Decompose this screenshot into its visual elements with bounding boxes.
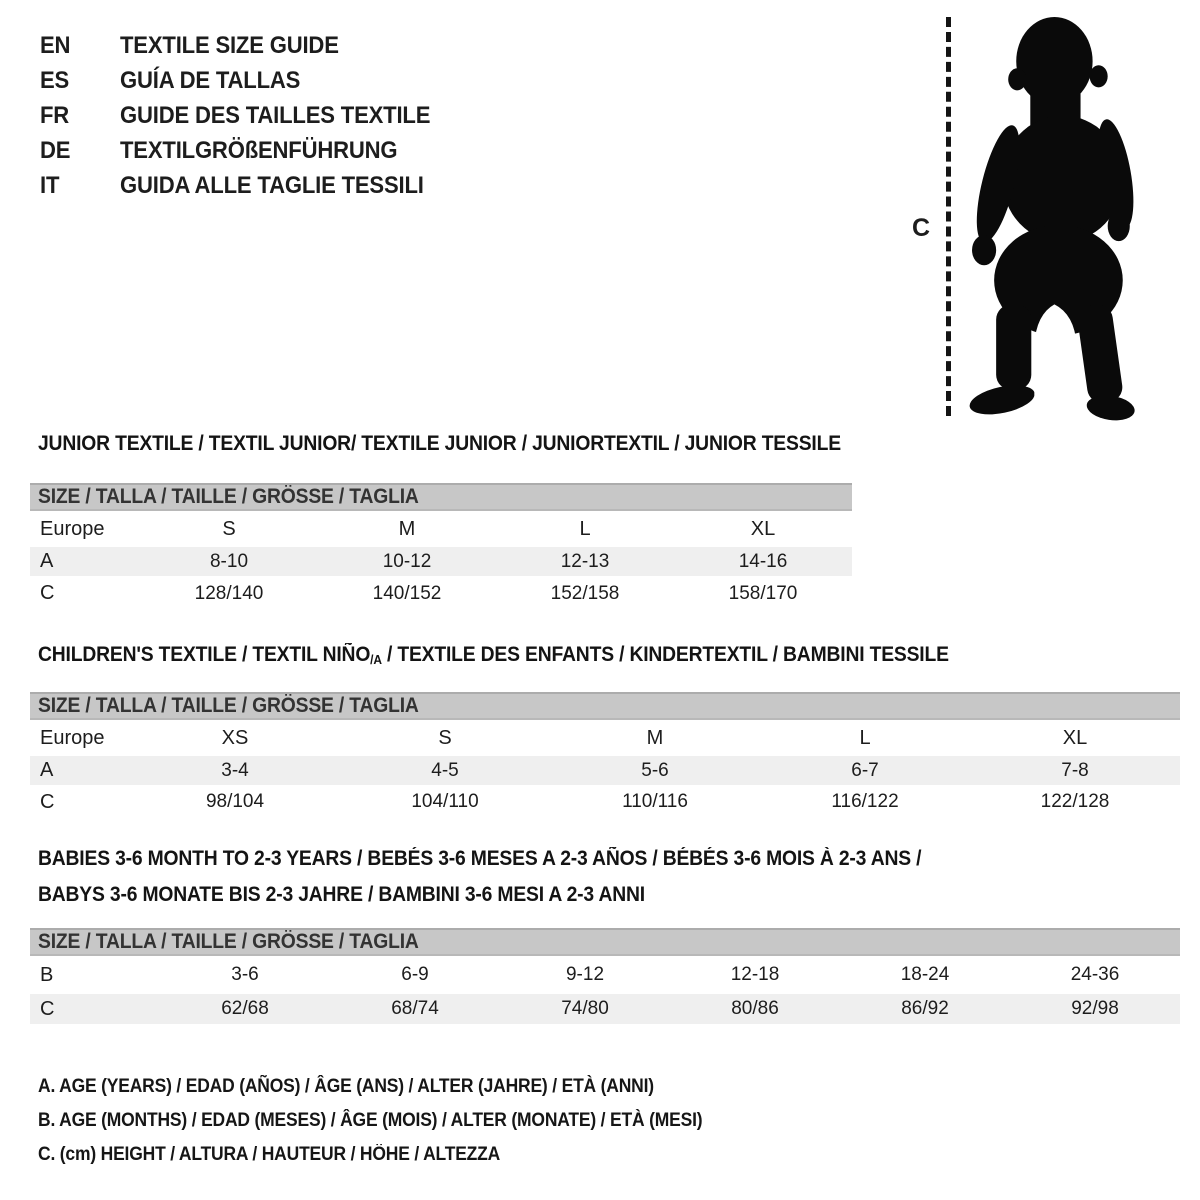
table-cell: 74/80 (561, 998, 609, 1019)
table-row-europe (30, 511, 852, 547)
table-cell: 9-12 (565, 964, 605, 985)
size-table-header-label: SIZE / TALLA / TAILLE / GRÖSSE / TAGLIA (38, 930, 419, 953)
table-cell: 24-36 (1070, 964, 1120, 985)
language-code: EN (40, 31, 71, 59)
table-cell: S (438, 726, 452, 749)
table-cell: 86/92 (901, 998, 949, 1019)
language-code: FR (40, 101, 70, 129)
table-row-height (30, 785, 1180, 819)
table-cell: 6-7 (851, 759, 879, 781)
table-cell: 80/86 (731, 998, 779, 1019)
size-table-header (30, 483, 852, 511)
table-row-europe (30, 720, 1180, 756)
legend-line-height-cm (38, 1138, 760, 1172)
babies-title-line1: BABIES 3-6 MONTH TO 2-3 YEARS / BEBÉS 3-6 MESES A 2-3 AÑOS / BÉBÉS 3-6 MOIS À 2-3 ANS / (38, 847, 922, 870)
table-cell: 10-12 (382, 550, 432, 572)
table-cell: L (859, 726, 871, 749)
size-table-header-label: SIZE / TALLA / TAILLE / GRÖSSE / TAGLIA (38, 485, 419, 508)
table-cell: M (646, 726, 664, 749)
legend-text: C. (cm) HEIGHT / ALTURA / HAUTEUR / HÖHE / ALTEZZA (38, 1144, 501, 1165)
size-table-header (30, 692, 1180, 720)
table-cell: 4-5 (431, 759, 459, 781)
babies-size-table (30, 928, 1180, 1024)
table-row-height (30, 994, 1180, 1024)
row-label: C (40, 582, 55, 604)
table-cell: M (398, 517, 416, 540)
babies-title-line2: BABYS 3-6 MONATE BIS 2-3 JAHRE / BAMBINI 3-6 MESI A 2-3 ANNI (38, 883, 645, 906)
table-cell: 12-13 (560, 550, 610, 572)
language-title: GUIDA ALLE TAGLIE TESSILI (120, 171, 424, 199)
table-cell: 98/104 (205, 791, 265, 812)
table-cell: 6-9 (401, 964, 429, 985)
size-table-header-label: SIZE / TALLA / TAILLE / GRÖSSE / TAGLIA (38, 694, 419, 717)
toddler-silhouette-icon (968, 13, 1173, 425)
junior-size-table (30, 483, 852, 611)
language-title: TEXTILE SIZE GUIDE (120, 31, 339, 59)
table-cell: 18-24 (900, 964, 950, 985)
height-dimension-label: C (912, 214, 931, 242)
children-section-title (38, 643, 1028, 672)
table-cell: 104/110 (411, 791, 479, 812)
table-cell: 152/158 (550, 582, 620, 604)
table-cell: L (579, 517, 591, 540)
table-cell: S (222, 517, 236, 540)
language-title: TEXTILGRÖßENFÜHRUNG (120, 136, 398, 164)
row-label: A (40, 550, 54, 572)
language-title: GUIDE DES TAILLES TEXTILE (120, 101, 431, 129)
row-label: C (40, 997, 55, 1020)
table-row-age (30, 547, 852, 576)
junior-section-title-text: JUNIOR TEXTILE / TEXTIL JUNIOR/ TEXTILE JUNIOR / JUNIORTEXTIL / JUNIOR TESSILE (38, 432, 841, 455)
row-label: Europe (40, 517, 105, 540)
junior-section-title (38, 432, 911, 456)
table-cell: XS (221, 726, 249, 749)
table-cell: XL (1062, 726, 1088, 749)
children-title-subscript: /A (370, 652, 382, 667)
table-cell: 3-6 (231, 964, 259, 985)
table-cell: 62/68 (221, 998, 269, 1019)
language-title: GUÍA DE TALLAS (120, 66, 301, 94)
table-cell: 3-4 (221, 759, 249, 781)
legend-text: B. AGE (MONTHS) / EDAD (MESES) / ÂGE (MOIS) / ALTER (MONATE) / ETÀ (MESI) (38, 1110, 703, 1131)
table-cell: 158/170 (728, 582, 798, 604)
table-cell: 5-6 (641, 759, 669, 781)
table-cell: 110/116 (622, 791, 688, 812)
legend (38, 1070, 760, 1172)
language-code: IT (40, 171, 60, 199)
row-label: Europe (40, 726, 105, 749)
table-cell: 68/74 (391, 998, 439, 1019)
table-row-age (30, 756, 1180, 785)
table-cell: 92/98 (1071, 998, 1119, 1019)
table-cell: 8-10 (209, 550, 249, 572)
children-title-post: / TEXTILE DES ENFANTS / KINDERTEXTIL / BAMBINI TESSILE (381, 643, 949, 666)
table-cell: 140/152 (372, 582, 442, 604)
row-label: B (40, 963, 54, 986)
table-cell: 14-16 (738, 550, 788, 572)
height-measure-dashed-line (946, 17, 951, 416)
table-cell: XL (750, 517, 776, 540)
table-row-height (30, 576, 852, 611)
table-cell: 128/140 (194, 582, 264, 604)
legend-line-age-months (38, 1104, 760, 1138)
height-figure (0, 0, 1200, 440)
table-cell: 116/122 (831, 791, 899, 812)
language-code: ES (40, 66, 70, 94)
row-label: C (40, 790, 55, 813)
table-cell: 7-8 (1061, 759, 1089, 781)
children-size-table (30, 692, 1180, 819)
row-label: A (40, 759, 54, 781)
table-row-months (30, 956, 1180, 994)
table-cell: 122/128 (1040, 791, 1110, 812)
legend-text: A. AGE (YEARS) / EDAD (AÑOS) / ÂGE (ANS) / ALTER (JAHRE) / ETÀ (ANNI) (38, 1076, 654, 1097)
size-table-header (30, 928, 1180, 956)
babies-section-title (38, 847, 998, 919)
legend-line-age-years (38, 1070, 760, 1104)
children-section-title-text (38, 643, 949, 672)
language-code: DE (40, 136, 71, 164)
children-title-pre: CHILDREN'S TEXTILE / TEXTIL NIÑO (38, 643, 371, 666)
table-cell: 12-18 (730, 964, 780, 985)
